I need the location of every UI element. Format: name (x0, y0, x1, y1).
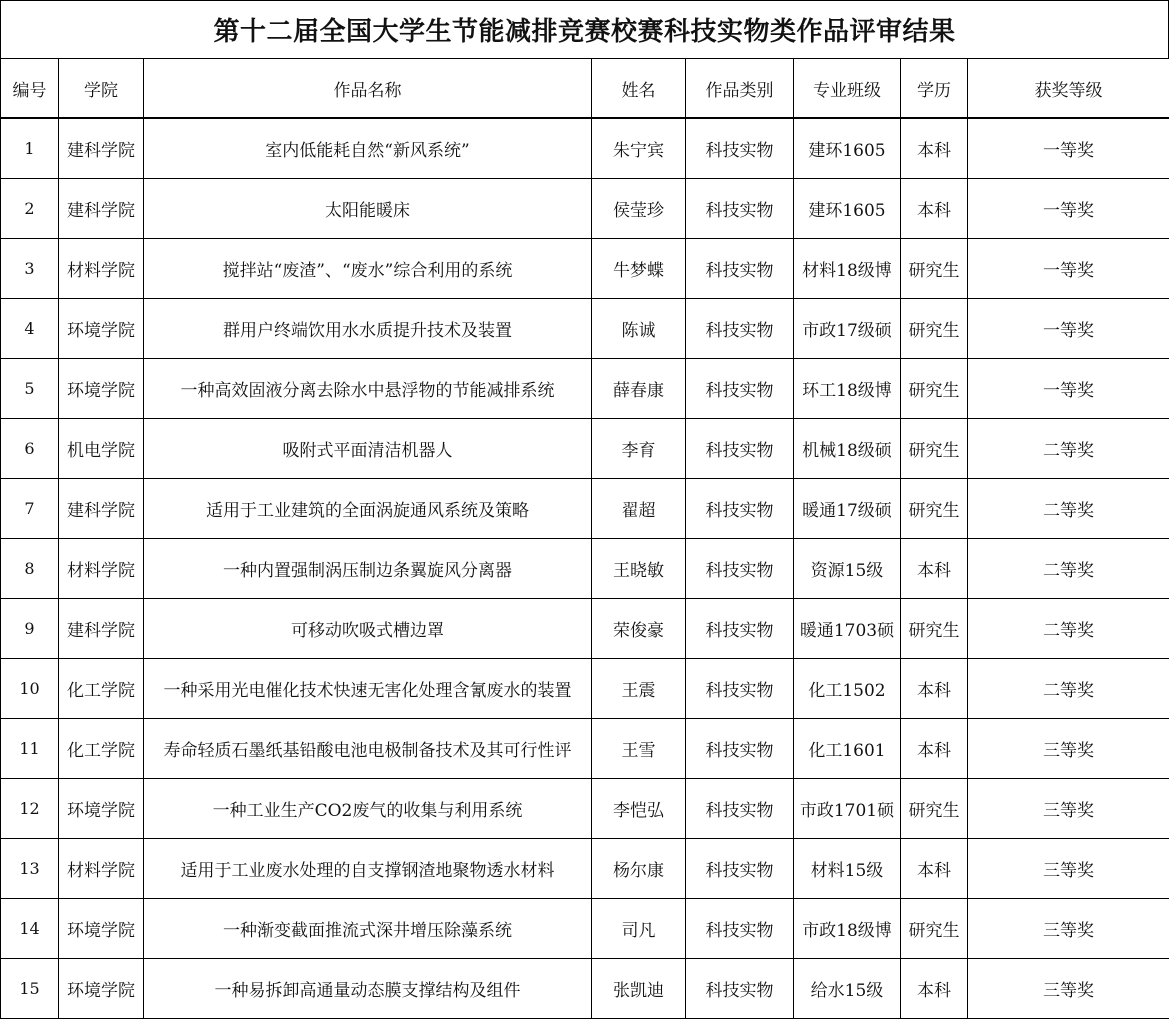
header-name: 姓名 (592, 59, 686, 119)
cell-category: 科技实物 (686, 299, 794, 359)
cell-name: 王雪 (592, 719, 686, 779)
cell-college: 材料学院 (59, 539, 144, 599)
header-row (1, 59, 1169, 119)
cell-college: 建科学院 (59, 118, 144, 179)
cell-award: 一等奖 (968, 118, 1169, 179)
table-row (1, 239, 1169, 299)
table-row (1, 419, 1169, 479)
cell-award: 一等奖 (968, 359, 1169, 419)
cell-name: 翟超 (592, 479, 686, 539)
cell-college: 环境学院 (59, 779, 144, 839)
cell-id: 13 (1, 839, 59, 899)
cell-work: 一种渐变截面推流式深井增压除藻系统 (144, 899, 592, 959)
cell-category: 科技实物 (686, 839, 794, 899)
cell-name: 李恺弘 (592, 779, 686, 839)
cell-name: 薛春康 (592, 359, 686, 419)
table-row (1, 779, 1169, 839)
cell-class: 市政1701硕 (794, 779, 901, 839)
cell-work: 寿命轻质石墨纸基铅酸电池电极制备技术及其可行性评 (144, 719, 592, 779)
header-id: 编号 (1, 59, 59, 119)
cell-college: 机电学院 (59, 419, 144, 479)
table-row (1, 959, 1169, 1019)
header-category: 作品类别 (686, 59, 794, 119)
cell-award: 三等奖 (968, 839, 1169, 899)
cell-college: 化工学院 (59, 719, 144, 779)
cell-category: 科技实物 (686, 479, 794, 539)
cell-class: 环工18级博 (794, 359, 901, 419)
cell-degree: 研究生 (901, 779, 968, 839)
cell-degree: 本科 (901, 659, 968, 719)
cell-class: 材料18级博 (794, 239, 901, 299)
cell-work: 一种采用光电催化技术快速无害化处理含氰废水的装置 (144, 659, 592, 719)
cell-category: 科技实物 (686, 899, 794, 959)
cell-degree: 研究生 (901, 479, 968, 539)
cell-name: 司凡 (592, 899, 686, 959)
cell-college: 建科学院 (59, 599, 144, 659)
cell-work: 一种易拆卸高通量动态膜支撑结构及组件 (144, 959, 592, 1019)
cell-id: 15 (1, 959, 59, 1019)
cell-college: 环境学院 (59, 959, 144, 1019)
table-row (1, 599, 1169, 659)
table-row (1, 659, 1169, 719)
cell-id: 12 (1, 779, 59, 839)
cell-award: 二等奖 (968, 479, 1169, 539)
table-row (1, 539, 1169, 599)
cell-degree: 研究生 (901, 299, 968, 359)
cell-college: 环境学院 (59, 359, 144, 419)
cell-category: 科技实物 (686, 359, 794, 419)
cell-name: 牛梦蝶 (592, 239, 686, 299)
cell-award: 一等奖 (968, 299, 1169, 359)
cell-id: 8 (1, 539, 59, 599)
cell-award: 一等奖 (968, 239, 1169, 299)
cell-degree: 研究生 (901, 239, 968, 299)
cell-category: 科技实物 (686, 719, 794, 779)
cell-degree: 本科 (901, 179, 968, 239)
cell-award: 一等奖 (968, 179, 1169, 239)
cell-name: 张凯迪 (592, 959, 686, 1019)
sheet-title: 第十二届全国大学生节能减排竞赛校赛科技实物类作品评审结果 (0, 0, 1169, 58)
cell-id: 9 (1, 599, 59, 659)
cell-name: 荣俊豪 (592, 599, 686, 659)
cell-work: 一种高效固液分离去除水中悬浮物的节能减排系统 (144, 359, 592, 419)
cell-name: 陈诚 (592, 299, 686, 359)
table-row (1, 179, 1169, 239)
cell-college: 环境学院 (59, 299, 144, 359)
cell-work: 室内低能耗自然“新风系统” (144, 118, 592, 179)
cell-id: 6 (1, 419, 59, 479)
cell-name: 李育 (592, 419, 686, 479)
cell-class: 给水15级 (794, 959, 901, 1019)
cell-name: 王震 (592, 659, 686, 719)
results-table (0, 58, 1169, 1019)
cell-award: 三等奖 (968, 719, 1169, 779)
cell-category: 科技实物 (686, 239, 794, 299)
cell-category: 科技实物 (686, 659, 794, 719)
cell-name: 杨尔康 (592, 839, 686, 899)
table-row (1, 719, 1169, 779)
cell-degree: 研究生 (901, 599, 968, 659)
header-class: 专业班级 (794, 59, 901, 119)
header-work: 作品名称 (144, 59, 592, 119)
cell-class: 化工1502 (794, 659, 901, 719)
table-row (1, 359, 1169, 419)
cell-category: 科技实物 (686, 959, 794, 1019)
cell-college: 建科学院 (59, 479, 144, 539)
cell-category: 科技实物 (686, 539, 794, 599)
cell-class: 市政18级博 (794, 899, 901, 959)
header-degree: 学历 (901, 59, 968, 119)
header-college: 学院 (59, 59, 144, 119)
table-row (1, 839, 1169, 899)
cell-class: 化工1601 (794, 719, 901, 779)
cell-college: 建科学院 (59, 179, 144, 239)
cell-award: 二等奖 (968, 599, 1169, 659)
cell-college: 环境学院 (59, 899, 144, 959)
cell-degree: 本科 (901, 118, 968, 179)
cell-work: 一种工业生产CO2废气的收集与利用系统 (144, 779, 592, 839)
cell-class: 建环1605 (794, 118, 901, 179)
cell-id: 3 (1, 239, 59, 299)
cell-award: 二等奖 (968, 659, 1169, 719)
cell-category: 科技实物 (686, 179, 794, 239)
cell-work: 一种内置强制涡压制边条翼旋风分离器 (144, 539, 592, 599)
cell-name: 朱宁宾 (592, 118, 686, 179)
cell-class: 资源15级 (794, 539, 901, 599)
cell-degree: 本科 (901, 539, 968, 599)
cell-class: 暖通17级硕 (794, 479, 901, 539)
cell-class: 建环1605 (794, 179, 901, 239)
cell-degree: 研究生 (901, 419, 968, 479)
cell-degree: 本科 (901, 839, 968, 899)
cell-class: 材料15级 (794, 839, 901, 899)
cell-work: 适用于工业废水处理的自支撑钢渣地聚物透水材料 (144, 839, 592, 899)
cell-degree: 本科 (901, 719, 968, 779)
cell-degree: 本科 (901, 959, 968, 1019)
table-row (1, 299, 1169, 359)
cell-college: 材料学院 (59, 239, 144, 299)
cell-class: 市政17级硕 (794, 299, 901, 359)
cell-id: 11 (1, 719, 59, 779)
cell-work: 群用户终端饮用水水质提升技术及装置 (144, 299, 592, 359)
table-body (1, 118, 1169, 1019)
table-row (1, 899, 1169, 959)
cell-category: 科技实物 (686, 118, 794, 179)
cell-work: 太阳能暖床 (144, 179, 592, 239)
cell-id: 1 (1, 118, 59, 179)
cell-work: 吸附式平面清洁机器人 (144, 419, 592, 479)
cell-name: 王晓敏 (592, 539, 686, 599)
cell-id: 5 (1, 359, 59, 419)
cell-work: 适用于工业建筑的全面涡旋通风系统及策略 (144, 479, 592, 539)
cell-class: 暖通1703硕 (794, 599, 901, 659)
cell-award: 三等奖 (968, 959, 1169, 1019)
cell-name: 侯莹珍 (592, 179, 686, 239)
cell-class: 机械18级硕 (794, 419, 901, 479)
cell-id: 4 (1, 299, 59, 359)
cell-category: 科技实物 (686, 599, 794, 659)
cell-degree: 研究生 (901, 359, 968, 419)
cell-award: 三等奖 (968, 779, 1169, 839)
cell-id: 2 (1, 179, 59, 239)
cell-category: 科技实物 (686, 779, 794, 839)
cell-id: 14 (1, 899, 59, 959)
cell-award: 三等奖 (968, 899, 1169, 959)
cell-award: 二等奖 (968, 419, 1169, 479)
table-row (1, 479, 1169, 539)
cell-award: 二等奖 (968, 539, 1169, 599)
cell-degree: 研究生 (901, 899, 968, 959)
cell-work: 可移动吹吸式槽边罩 (144, 599, 592, 659)
cell-work: 搅拌站“废渣”、“废水”综合利用的系统 (144, 239, 592, 299)
table-row (1, 118, 1169, 179)
header-award: 获奖等级 (968, 59, 1169, 119)
cell-id: 10 (1, 659, 59, 719)
cell-college: 化工学院 (59, 659, 144, 719)
cell-college: 材料学院 (59, 839, 144, 899)
cell-id: 7 (1, 479, 59, 539)
cell-category: 科技实物 (686, 419, 794, 479)
